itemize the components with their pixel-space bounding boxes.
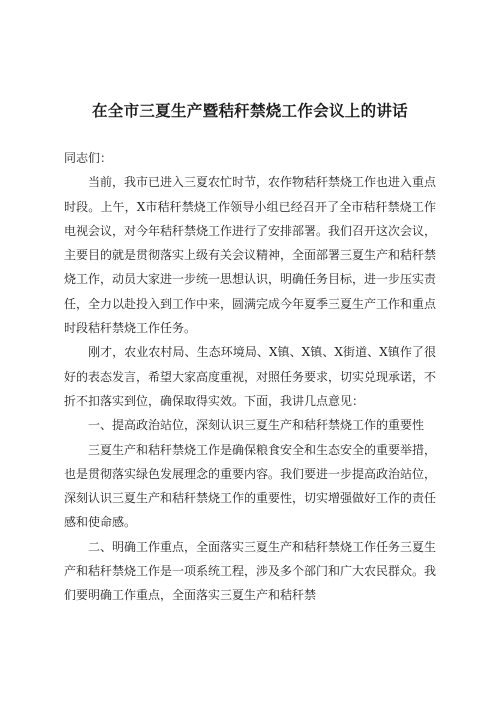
section-heading-two: 二、明确工作重点，全面落实三夏生产和秸秆禁烧工作任务三夏生产和秸秆禁烧工作是一项系统工程，涉及多个部门和广大农民群众。我们要明确工作重点，全面落实三夏生产和秸秆禁 — [64, 539, 437, 603]
paragraph-remarks: 刚才，农业农村局、生态环境局、X镇、X镇、X街道、X镇作了很好的表态发言，希望大家高度重视，对照任务要求，切实兑现承诺，不折不扣落实到位，确保取得实效。下面，我讲几点意见： — [64, 345, 437, 408]
paragraph-section-one: 三夏生产和秸秆禁烧工作是确保粮食安全和生态安全的重要举措，也是贯彻落实绿色发展理念的重要内容。我们要进一步提高政治站位，深刻认识三夏生产和秸秆禁烧工作的重要性，切实增强做好工作的责任感和使命感。 — [64, 442, 437, 530]
section-heading-one: 一、提高政治站位，深刻认识三夏生产和秸秆禁烧工作的重要性 — [88, 418, 425, 433]
salutation: 同志们： — [64, 151, 113, 165]
document-title: 在全市三夏生产暨秸秆禁烧工作会议上的讲话 — [91, 102, 408, 120]
paragraph-intro: 当前，我市已进入三夏农忙时节，农作物秸秆禁烧工作也进入重点时段。上午，X市秸秆禁烧工作领导小组已经召开了全市秸秆禁烧工作电视会议，对今年秸秆禁烧工作进行了安排部署。我们召开这次会议，主要目的就是贯彻落实上级有关会议精神，全面部署三夏生产和秸秆禁烧工作，动员大家进一步统一思想认识，明确任务目标，进一步压实责任，全力以赴投入到工作中来，圆满完成今年夏季三夏生产工作和重点时段秸秆禁烧工作任务。 — [64, 175, 437, 336]
document-body — [64, 146, 436, 608]
